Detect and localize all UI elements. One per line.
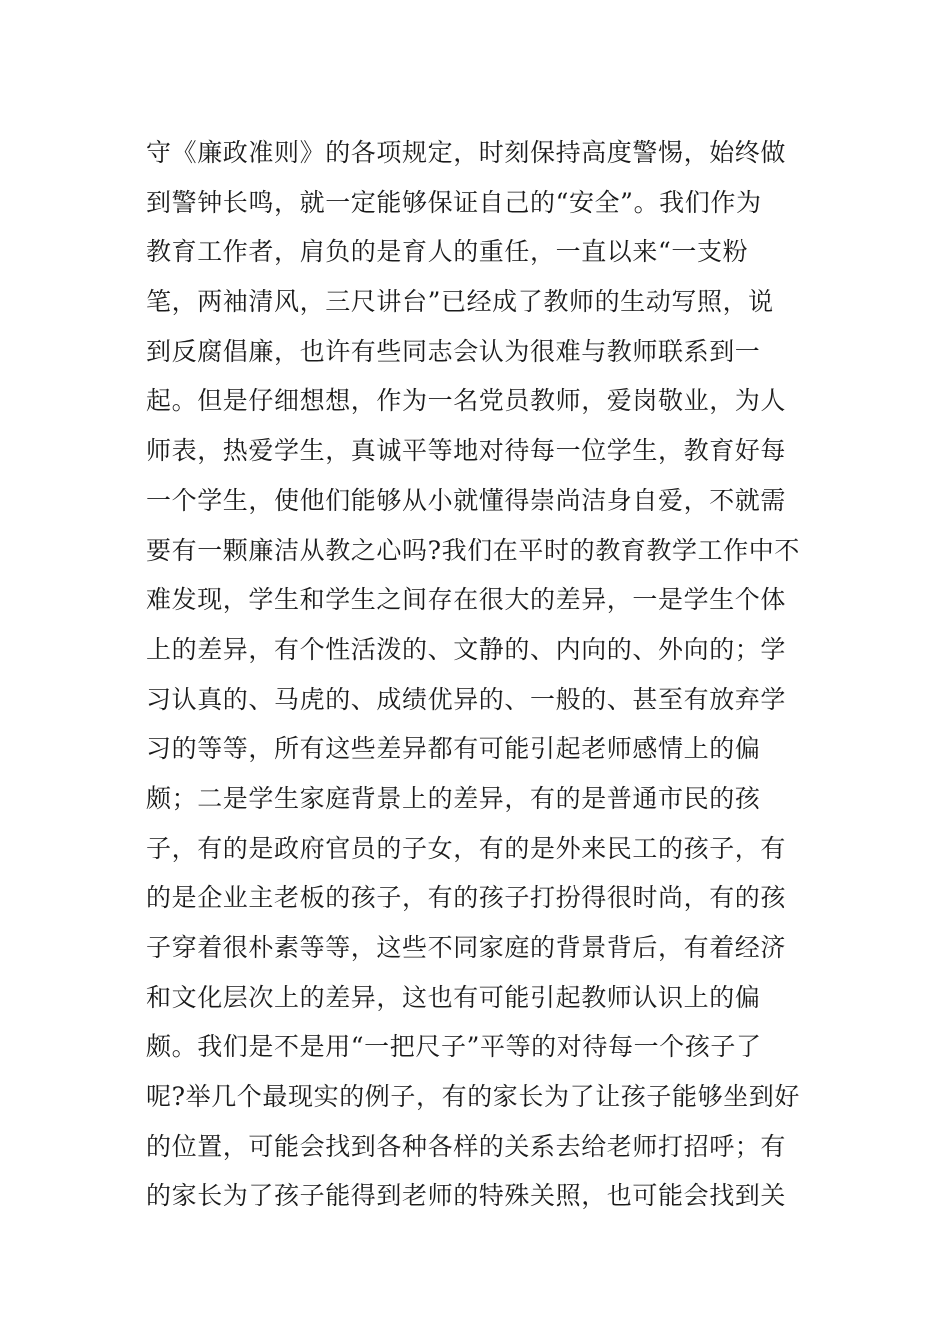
text-line: 的是企业主老板的孩子，有的孩子打扮得很时尚，有的孩 [146, 883, 787, 913]
text-line: 的位置，可能会找到各种各样的关系去给老师打招呼；有 [146, 1131, 787, 1161]
text-line: 颇。我们是不是用“一把尺子”平等的对待每一个孩子了 [146, 1032, 762, 1062]
text-line: 要有一颗廉洁从教之心吗?我们在平时的教育教学工作中不 [146, 535, 801, 565]
text-line: 到反腐倡廉，也许有些同志会认为很难与教师联系到一 [146, 336, 761, 366]
text-line: 子穿着很朴素等等，这些不同家庭的背景背后，有着经济 [146, 933, 787, 962]
text-line: 习认真的、马虎的、成绩优异的、一般的、甚至有放弃学 [146, 684, 787, 714]
text-line: 颇；二是学生家庭背景上的差异，有的是普通市民的孩 [146, 783, 761, 813]
text-line: 呢?举几个最现实的例子，有的家长为了让孩子能够坐到好 [146, 1082, 801, 1112]
text-line: 一个学生，使他们能够从小就懂得崇尚洁身自爱，不就需 [146, 485, 787, 515]
text-line: 起。但是仔细想想，作为一名党员教师，爱岗敬业，为人 [146, 386, 787, 416]
text-line: 难发现，学生和学生之间存在很大的差异，一是学生个体 [146, 585, 787, 615]
text-line: 到警钟长鸣，就一定能够保证自己的“安全”。我们作为 [146, 187, 762, 217]
text-line: 的家长为了孩子能得到老师的特殊关照，也可能会找到关 [146, 1181, 787, 1211]
text-line: 习的等等，所有这些差异都有可能引起老师感情上的偏 [146, 734, 761, 764]
text-line: 笔，两袖清风，三尺讲台”已经成了教师的生动写照，说 [146, 287, 774, 317]
text-line: 守《廉政准则》的各项规定，时刻保持高度警惕，始终做 [146, 138, 787, 167]
text-line: 和文化层次上的差异，这也有可能引起教师认识上的偏 [146, 982, 761, 1012]
text-line: 师表，热爱学生，真诚平等地对待每一位学生，教育好每 [146, 436, 787, 466]
text-line: 子，有的是政府官员的子女，有的是外来民工的孩子，有 [146, 833, 787, 863]
text-line: 教育工作者，肩负的是育人的重任，一直以来“一支粉 [146, 237, 749, 267]
text-line: 上的差异，有个性活泼的、文静的、内向的、外向的；学 [146, 634, 787, 664]
body-text [146, 128, 826, 1221]
